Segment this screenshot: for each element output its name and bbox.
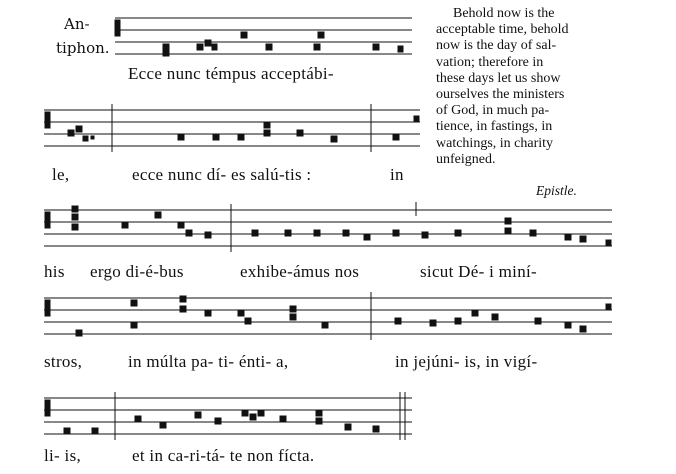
staff-4 bbox=[44, 292, 612, 340]
translation-line: watchings, in charity bbox=[436, 135, 554, 151]
translation-line: Behold now is the bbox=[453, 6, 555, 21]
lyric-line-2-b: ecce nunc dí- es salú-tis : bbox=[132, 165, 312, 184]
translation-line: of God, in much pa- bbox=[436, 103, 550, 119]
lyric-line-3-b: ergo di-é-bus bbox=[90, 262, 184, 281]
translation-line: these days let us show bbox=[436, 70, 561, 86]
lyric-line-1: Ecce nunc témpus acceptábi- bbox=[128, 64, 334, 83]
clef bbox=[45, 212, 50, 228]
lyric-line-3-c: exhibe-ámus nos bbox=[240, 262, 360, 281]
lyric-line-4-b: in múlta pa- ti- énti- a, bbox=[128, 352, 289, 371]
lyric-line-2-c: in bbox=[390, 165, 404, 184]
lyric-line-2-a: le, bbox=[52, 165, 70, 184]
translation-line: ourselves the ministers bbox=[436, 87, 565, 103]
translation-line: tience, in fastings, in bbox=[436, 119, 553, 135]
antiphon-label-line2: tiphon. bbox=[56, 39, 110, 57]
staff-3 bbox=[44, 202, 612, 252]
clef bbox=[45, 400, 50, 416]
translation-line: now is the day of sal- bbox=[436, 38, 557, 54]
lyric-line-4-c: in jejúni- is, in vigí- bbox=[395, 352, 538, 371]
clef bbox=[115, 20, 120, 36]
clef bbox=[45, 300, 50, 316]
lyric-line-3-d: sicut Dé- i miní- bbox=[420, 262, 537, 281]
lyric-line-3-a: his bbox=[44, 262, 65, 281]
lyric-line-4-a: stros, bbox=[44, 352, 83, 371]
lyric-line-5-a: li- is, bbox=[44, 446, 82, 465]
staff-2 bbox=[44, 104, 420, 152]
translation-line: acceptable time, behold bbox=[436, 22, 569, 38]
translation-line: unfeigned. bbox=[436, 151, 496, 167]
clef bbox=[45, 112, 50, 128]
staff-1 bbox=[115, 18, 412, 56]
translation-line: vation; therefore in bbox=[436, 54, 544, 70]
lyric-line-5-b: et in ca-ri-tá- te non fícta. bbox=[132, 446, 315, 465]
antiphon-label-line1: An- bbox=[64, 15, 90, 33]
staff-5 bbox=[44, 392, 412, 440]
epistle-label: Epistle. bbox=[536, 183, 577, 198]
